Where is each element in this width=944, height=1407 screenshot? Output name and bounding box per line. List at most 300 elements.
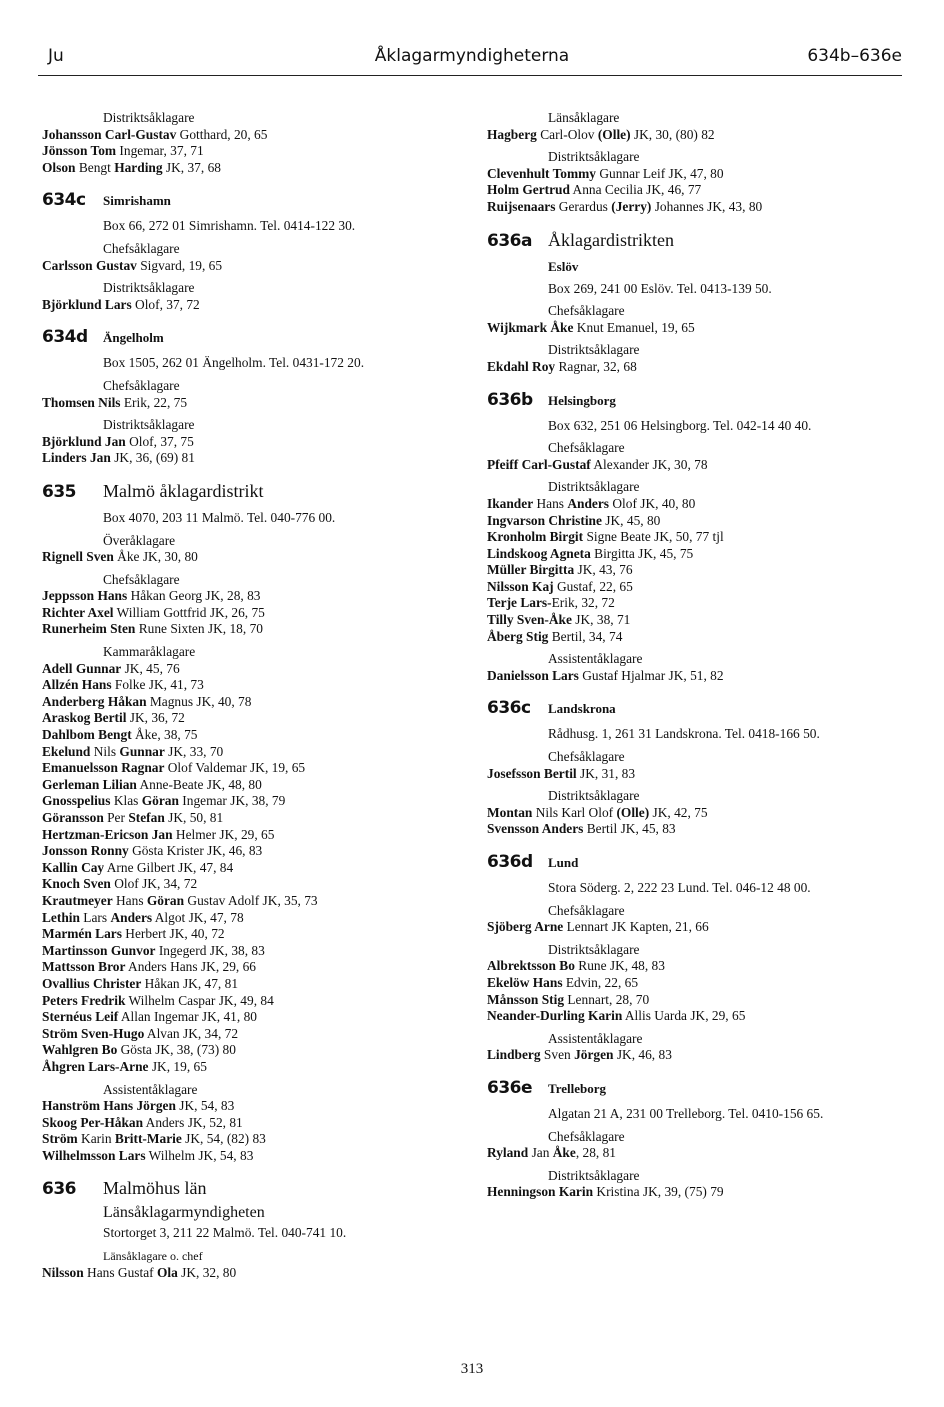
person-name-bold: Göran xyxy=(146,892,185,908)
person-line xyxy=(487,1008,907,1025)
section-636c-header xyxy=(487,698,907,718)
role-label: Chefsåklagare xyxy=(548,303,625,319)
person-detail: JK, 32, 80 xyxy=(177,1264,237,1280)
person-line xyxy=(487,457,907,474)
person-line xyxy=(487,766,907,783)
address: Rådhusg. 1, 261 31 Landskrona. Tel. 0418-166 50. xyxy=(548,726,820,742)
person-detail: Gösta Krister JK, 46, 83 xyxy=(128,843,263,859)
section-name: Ängelholm xyxy=(103,330,164,346)
person-line xyxy=(487,629,907,646)
person-line xyxy=(42,605,462,622)
person-line xyxy=(487,546,907,563)
header-rule xyxy=(38,75,902,76)
person-line xyxy=(487,320,907,337)
person-detail: Ingemar, 37, 71 xyxy=(116,143,204,159)
person-detail: Åke, 38, 75 xyxy=(131,727,198,743)
person-name-bold: Josefsson Bertil xyxy=(487,765,577,781)
role-label: Kammaråklagare xyxy=(103,644,196,660)
person-name-bold: Anders xyxy=(567,495,610,511)
person-name-bold: Johansson Carl-Gustav xyxy=(42,126,177,142)
person-name-bold: Skoog Per-Håkan xyxy=(42,1114,144,1130)
person-detail: JK, 46, 83 xyxy=(613,1047,672,1063)
role-label: Överåklagare xyxy=(103,532,176,548)
person-line xyxy=(42,621,462,638)
person-detail: Olof JK, 40, 80 xyxy=(609,495,696,511)
person-name-bold: Britt-Marie xyxy=(114,1131,182,1147)
person-line xyxy=(487,805,907,822)
person-line xyxy=(487,579,907,596)
address: Box 269, 241 00 Eslöv. Tel. 0413-139 50. xyxy=(548,280,772,296)
section-number: 636a xyxy=(487,230,532,251)
person-detail: Lennart, 28, 70 xyxy=(564,991,650,1007)
person-name-bold: Harding xyxy=(114,159,163,175)
person-list xyxy=(42,1098,462,1164)
section-636e-header xyxy=(487,1078,907,1098)
person-name-bold: Göran xyxy=(141,793,179,809)
person-line xyxy=(42,959,462,976)
person-detail: Gösta JK, 38, (73) 80 xyxy=(117,1042,236,1058)
person-name-bold: Krautmeyer xyxy=(42,892,113,908)
person-list xyxy=(487,805,907,838)
person-line xyxy=(487,821,907,838)
role-label: Chefsåklagare xyxy=(548,749,625,765)
person-detail: Rune Sixten JK, 18, 70 xyxy=(135,621,263,637)
person-line xyxy=(487,359,907,376)
person-detail: Birgitta JK, 45, 75 xyxy=(590,545,694,561)
person-detail: Anne-Beate JK, 48, 80 xyxy=(136,776,262,792)
address: Stortorget 3, 211 22 Malmö. Tel. 040-741 10. xyxy=(103,1225,347,1241)
person-line xyxy=(42,127,462,144)
page-number: 313 xyxy=(460,1361,484,1377)
section-name: Simrishamn xyxy=(103,193,171,209)
address: Box 632, 251 06 Helsingborg. Tel. 042-14 40 40. xyxy=(548,417,812,433)
person-entry xyxy=(487,127,907,144)
person-line xyxy=(42,1265,462,1282)
person-detail: Åke JK, 30, 80 xyxy=(113,549,198,565)
person-detail: JK, 36, (69) 81 xyxy=(110,450,195,466)
address: Box 1505, 262 01 Ängelholm. Tel. 0431-172 20. xyxy=(103,355,365,371)
person-entry xyxy=(487,1145,907,1162)
section-number: 636b xyxy=(487,389,533,410)
person-name-bold: Hanström Hans Jörgen xyxy=(42,1098,176,1114)
person-name-bold: Ekelund xyxy=(42,743,91,759)
section-636a-header xyxy=(487,230,907,251)
section-name: Helsingborg xyxy=(548,392,616,408)
person-name-bold: Wijkmark Åke xyxy=(487,319,574,335)
person-detail: Gustav Adolf JK, 35, 73 xyxy=(184,892,318,908)
role-label: Chefsåklagare xyxy=(103,240,180,256)
person-name-bold: Sjöberg Arne xyxy=(487,919,564,935)
person-detail: , 28, 81 xyxy=(575,1145,616,1161)
person-name-bold: Anderberg Håkan xyxy=(42,693,147,709)
header-title: Åklagarmyndigheterna xyxy=(374,46,570,66)
person-line xyxy=(487,513,907,530)
person-line xyxy=(42,943,462,960)
person-detail: JK, 30, (80) 82 xyxy=(630,126,715,142)
person-line xyxy=(42,793,462,810)
role-label: Assistentåklagare xyxy=(103,1081,198,1097)
person-name-bold: Dahlbom Bengt xyxy=(42,727,132,743)
person-name-bold: Jeppsson Hans xyxy=(42,588,128,604)
person-line xyxy=(42,710,462,727)
person-list xyxy=(42,661,462,1076)
section-635-header xyxy=(42,481,462,502)
person-name-bold: Pfeiff Carl-Gustaf xyxy=(487,456,591,472)
person-detail: Lennart JK Kapten, 21, 66 xyxy=(563,919,709,935)
person-entry xyxy=(42,549,462,566)
person-name-bold: Åberg Stig xyxy=(487,628,549,644)
person-entry xyxy=(487,359,907,376)
person-detail: Olof Valdemar JK, 19, 65 xyxy=(164,760,306,776)
person-name-bold: Anders xyxy=(110,909,153,925)
person-detail: JK, 38, 71 xyxy=(571,612,631,628)
person-name-bold: Knoch Sven xyxy=(42,876,111,892)
person-detail: Per xyxy=(103,810,129,825)
person-line xyxy=(42,976,462,993)
person-name-bold: Ola xyxy=(156,1264,178,1280)
role-label: Distriktsåklagare xyxy=(103,280,195,296)
person-line xyxy=(487,1047,907,1064)
person-name-bold: Jörgen xyxy=(574,1047,614,1063)
person-line xyxy=(42,588,462,605)
section-number: 634d xyxy=(42,327,88,348)
person-detail: Wilhelm JK, 54, 83 xyxy=(145,1147,254,1163)
person-entry xyxy=(487,320,907,337)
person-line xyxy=(42,143,462,160)
person-name-bold: Ruijsenaars xyxy=(487,198,556,214)
person-line xyxy=(487,595,907,612)
person-line xyxy=(42,160,462,177)
person-name-bold: Mattsson Bror xyxy=(42,959,126,975)
person-line xyxy=(487,919,907,936)
person-name-bold: Ryland xyxy=(487,1145,529,1161)
person-entry xyxy=(487,919,907,936)
person-line xyxy=(42,1115,462,1132)
person-line xyxy=(42,760,462,777)
person-name-bold: Gerleman Lilian xyxy=(42,776,137,792)
role-label: Distriktsåklagare xyxy=(548,788,640,804)
person-detail: Edvin, 22, 65 xyxy=(562,974,639,990)
section-name: Åklagardistrikten xyxy=(548,229,674,250)
person-detail: JK, 36, 72 xyxy=(126,710,185,726)
role-label: Distriktsåklagare xyxy=(103,417,195,433)
person-line xyxy=(487,1184,907,1201)
person-name-bold: Lindskoog Agneta xyxy=(487,545,591,561)
person-detail: Ragnar, 32, 68 xyxy=(555,358,637,374)
role-label: Distriktsåklagare xyxy=(548,342,640,358)
person-detail: Magnus JK, 40, 78 xyxy=(146,693,252,709)
person-line xyxy=(42,926,462,943)
person-name-bold: Månsson Stig xyxy=(487,991,565,1007)
person-detail: JK, 43, 76 xyxy=(574,562,633,578)
person-line xyxy=(487,127,907,144)
person-detail: Hans xyxy=(112,892,147,908)
person-detail: Lars xyxy=(79,909,111,925)
person-name-bold: Stefan xyxy=(128,810,165,825)
person-detail: Wilhelm Caspar JK, 49, 84 xyxy=(125,992,274,1008)
person-line xyxy=(42,827,462,844)
person-detail: JK, 45, 76 xyxy=(121,660,180,676)
person-list xyxy=(487,166,907,216)
person-name-bold: Terje Lars- xyxy=(487,595,552,611)
person-name-bold: Björklund Lars xyxy=(42,296,132,312)
person-detail: Allis Uarda JK, 29, 65 xyxy=(622,1008,746,1024)
person-line xyxy=(487,958,907,975)
person-name-bold: Sternéus Leif xyxy=(42,1009,119,1025)
address: Algatan 21 A, 231 00 Trelleborg. Tel. 0410-156 65. xyxy=(548,1105,824,1121)
section-number: 636d xyxy=(487,852,533,872)
role-label: Länsåklagare xyxy=(548,110,620,125)
person-detail: Anna Cecilia JK, 46, 77 xyxy=(569,182,702,198)
person-line xyxy=(487,199,907,216)
right-column xyxy=(487,110,907,1201)
person-detail: Ingemar JK, 38, 79 xyxy=(178,793,286,809)
person-name-bold: Ekelöw Hans xyxy=(487,974,563,990)
person-entry xyxy=(42,258,462,275)
person-detail: Sigvard, 19, 65 xyxy=(136,257,223,273)
person-name-bold: Marmén Lars xyxy=(42,926,122,942)
person-entry xyxy=(42,395,462,412)
person-name-bold: Gunnar xyxy=(119,743,165,759)
header-left: Ju xyxy=(48,46,64,66)
section-name: Lund xyxy=(548,855,579,870)
person-detail: JK, 19, 65 xyxy=(148,1058,207,1074)
person-line xyxy=(42,860,462,877)
section-number: 634c xyxy=(42,190,86,211)
section-name: Landskrona xyxy=(548,701,616,717)
person-name-bold: (Olle) xyxy=(616,804,650,820)
person-line xyxy=(42,661,462,678)
person-line xyxy=(42,1009,462,1026)
role-label: Assistentåklagare xyxy=(548,651,643,667)
person-name-bold: Allzén Hans xyxy=(42,677,112,693)
person-name-bold: Jönsson Tom xyxy=(42,143,117,159)
person-name-bold: Emanuelsson Ragnar xyxy=(42,760,165,776)
person-detail: Klas xyxy=(110,793,142,809)
person-line xyxy=(487,1145,907,1162)
section-subtitle: Eslöv xyxy=(548,258,579,274)
person-detail: Arne Gilbert JK, 47, 84 xyxy=(104,859,234,875)
person-line xyxy=(42,395,462,412)
person-detail: JK, 31, 83 xyxy=(576,765,636,781)
person-detail: Anders Hans JK, 29, 66 xyxy=(125,959,256,975)
person-name-bold: Peters Fredrik xyxy=(42,992,126,1008)
person-detail: Karin xyxy=(77,1131,115,1147)
person-name-bold: Montan xyxy=(487,804,533,820)
person-list xyxy=(42,127,462,177)
section-number: 635 xyxy=(42,481,76,502)
role-label: Distriktsåklagare xyxy=(548,149,640,165)
person-line xyxy=(487,496,907,513)
person-line xyxy=(487,529,907,546)
person-line xyxy=(42,893,462,910)
person-line xyxy=(42,1042,462,1059)
person-detail: Anders JK, 52, 81 xyxy=(143,1114,243,1130)
person-name-bold: Ingvarson Christine xyxy=(487,512,602,528)
person-detail: Håkan Georg JK, 28, 83 xyxy=(127,588,261,604)
person-line xyxy=(42,450,462,467)
role-label: Distriktsåklagare xyxy=(548,1167,640,1183)
person-name-bold: Svensson Anders xyxy=(487,821,584,837)
person-line xyxy=(487,668,907,685)
person-name-bold: Adell Gunnar xyxy=(42,660,122,676)
person-entry xyxy=(487,1047,907,1064)
person-name-bold: Carlsson Gustav xyxy=(42,257,137,273)
person-name-bold: Holm Gertrud xyxy=(487,182,570,198)
person-detail: Gustaf Hjalmar JK, 51, 82 xyxy=(578,667,724,683)
left-column xyxy=(42,110,462,1281)
role-label: Distriktsåklagare xyxy=(103,110,195,125)
person-line xyxy=(42,843,462,860)
role-label: Distriktsåklagare xyxy=(548,941,640,957)
person-detail: JK, 50, 81 xyxy=(164,810,224,825)
person-line xyxy=(42,258,462,275)
person-name-bold: Danielsson Lars xyxy=(487,667,579,683)
person-name-bold: Richter Axel xyxy=(42,604,114,620)
person-detail: Erik, 22, 75 xyxy=(120,394,188,410)
person-detail: Johannes JK, 43, 80 xyxy=(651,198,763,214)
person-detail: Bertil, 34, 74 xyxy=(548,628,623,644)
person-line xyxy=(42,876,462,893)
person-name-bold: Lethin xyxy=(42,909,80,925)
person-name-bold: Ström Sven-Hugo xyxy=(42,1025,145,1041)
address: Box 66, 272 01 Simrishamn. Tel. 0414-122 30. xyxy=(103,218,356,234)
person-line xyxy=(42,1059,462,1076)
person-name-bold: Åhgren Lars-Arne xyxy=(42,1058,149,1074)
person-entry xyxy=(42,1265,462,1282)
person-detail: Folke JK, 41, 73 xyxy=(111,677,204,693)
person-line xyxy=(42,1148,462,1165)
person-name-bold: (Olle) xyxy=(597,126,631,142)
person-name-bold: Jonsson Ronny xyxy=(42,843,129,859)
person-name-bold: Neander-Durling Karin xyxy=(487,1008,623,1024)
section-634d-header xyxy=(42,327,462,347)
person-line xyxy=(42,993,462,1010)
person-detail: William Gottfrid JK, 26, 75 xyxy=(113,604,265,620)
person-detail: Håkan JK, 47, 81 xyxy=(141,975,239,991)
person-detail: Erik, 32, 72 xyxy=(551,595,615,611)
header-page-range: 634b–636e xyxy=(807,46,902,66)
person-name-bold: Göransson xyxy=(42,810,104,825)
person-entry xyxy=(487,668,907,685)
person-line xyxy=(487,612,907,629)
section-number: 636c xyxy=(487,698,531,719)
person-name-bold: Wilhelmsson Lars xyxy=(42,1147,146,1163)
person-line xyxy=(42,910,462,927)
person-detail: JK, 42, 75 xyxy=(649,804,708,820)
person-entry xyxy=(487,766,907,783)
section-number: 636 xyxy=(42,1179,76,1200)
person-line xyxy=(42,810,462,827)
person-detail: Knut Emanuel, 19, 65 xyxy=(573,319,695,335)
person-line xyxy=(42,1098,462,1115)
person-name-bold: Kronholm Birgit xyxy=(487,529,584,545)
person-detail: Alexander JK, 30, 78 xyxy=(590,456,708,472)
section-subtitle: Länsåklagarmyndigheten xyxy=(103,1204,265,1222)
person-name-bold: Henningson Karin xyxy=(487,1184,594,1200)
person-line xyxy=(487,562,907,579)
section-636d-header xyxy=(487,852,907,872)
role-label: Distriktsåklagare xyxy=(548,479,640,495)
person-name-bold: Rignell Sven xyxy=(42,549,114,565)
person-detail: Allan Ingemar JK, 41, 80 xyxy=(118,1009,257,1025)
person-name-bold: Hagberg xyxy=(487,126,537,142)
person-line xyxy=(487,182,907,199)
person-name-bold: Martinsson Gunvor xyxy=(42,942,156,958)
person-name-bold: Runerheim Sten xyxy=(42,621,136,637)
person-line xyxy=(42,1131,462,1148)
person-line xyxy=(42,1026,462,1043)
person-entry xyxy=(487,1184,907,1201)
person-detail: JK, 37, 68 xyxy=(162,159,221,175)
section-636-header xyxy=(42,1178,462,1199)
person-line xyxy=(42,434,462,451)
person-detail: Signe Beate JK, 50, 77 tjl xyxy=(583,529,724,545)
person-name-bold: (Jerry) xyxy=(611,198,652,214)
person-name-bold: Thomsen Nils xyxy=(42,394,121,410)
person-name-bold: Ovallius Christer xyxy=(42,975,142,991)
person-list xyxy=(487,496,907,645)
person-detail: Helmer JK, 29, 65 xyxy=(172,826,275,842)
section-name: Trelleborg xyxy=(548,1080,607,1096)
person-detail: Algot JK, 47, 78 xyxy=(152,909,244,925)
person-line xyxy=(42,777,462,794)
person-entry xyxy=(42,297,462,314)
person-detail: Bertil JK, 45, 83 xyxy=(583,821,676,837)
person-name-bold: Albrektsson Bo xyxy=(487,958,575,974)
person-name-bold: Linders Jan xyxy=(42,450,111,466)
role-label: Chefsåklagare xyxy=(548,902,625,918)
person-name-bold: Björklund Jan xyxy=(42,433,126,449)
person-detail: Gotthard, 20, 65 xyxy=(176,126,268,142)
person-detail: Carl-Olov xyxy=(536,126,598,142)
person-name-bold: Kallin Cay xyxy=(42,859,105,875)
person-line xyxy=(42,297,462,314)
person-line xyxy=(42,549,462,566)
person-line xyxy=(42,694,462,711)
section-636b-header xyxy=(487,390,907,410)
person-line xyxy=(487,166,907,183)
person-detail: Kristina JK, 39, (75) 79 xyxy=(593,1184,724,1200)
section-name: Malmöhus län xyxy=(103,1178,207,1199)
person-detail: Gustaf, 22, 65 xyxy=(553,578,633,594)
person-name-bold: Clevenhult Tommy xyxy=(487,165,597,181)
person-name-bold: Hertzman-Ericson Jan xyxy=(42,826,173,842)
person-detail: Gerardus xyxy=(555,198,612,214)
person-detail: JK, 33, 70 xyxy=(164,743,224,759)
person-detail: JK, 45, 80 xyxy=(601,512,661,528)
person-line xyxy=(42,744,462,761)
role-label: Assistentåklagare xyxy=(548,1030,643,1046)
person-line xyxy=(42,727,462,744)
person-detail: Olof, 37, 75 xyxy=(125,433,194,449)
role-label: Chefsåklagare xyxy=(103,571,180,587)
person-name-bold: Nilsson Kaj xyxy=(487,578,554,594)
person-detail: Gunnar Leif JK, 47, 80 xyxy=(596,165,724,181)
person-detail: Rune JK, 48, 83 xyxy=(574,958,665,974)
person-line xyxy=(487,975,907,992)
person-name-bold: Ikander xyxy=(487,495,534,511)
person-name-bold: Müller Birgitta xyxy=(487,562,575,578)
role-label: Chefsåklagare xyxy=(103,377,180,393)
role-label: Chefsåklagare xyxy=(548,440,625,456)
person-name-bold: Wahlgren Bo xyxy=(42,1042,118,1058)
person-list xyxy=(487,958,907,1024)
person-line xyxy=(42,677,462,694)
person-detail: Ingegerd JK, 38, 83 xyxy=(155,942,265,958)
person-name-bold: Nilsson xyxy=(42,1264,84,1280)
person-detail: Alvan JK, 34, 72 xyxy=(144,1025,239,1041)
